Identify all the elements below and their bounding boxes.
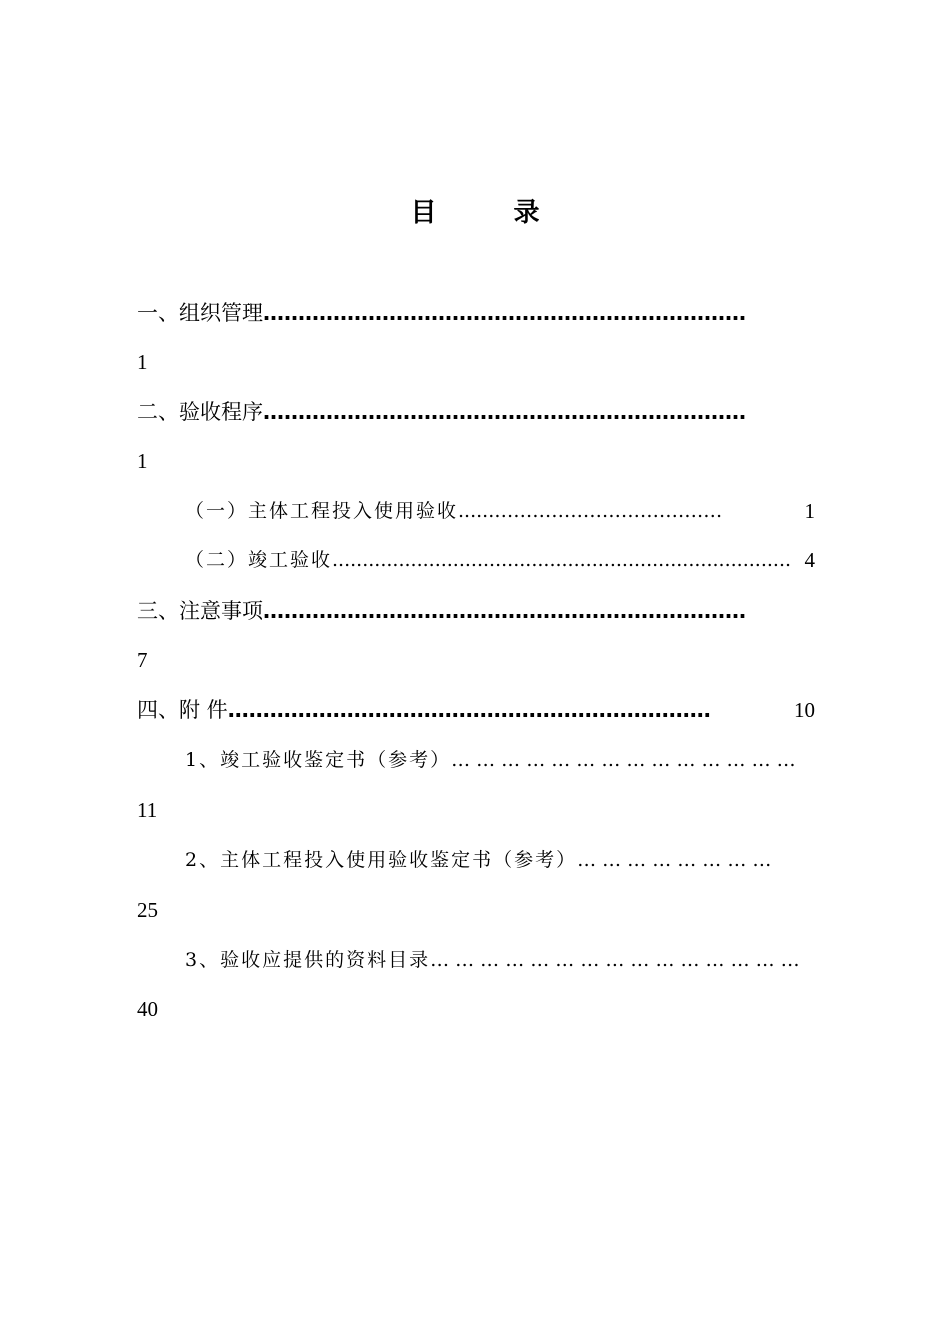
toc-page-number: 7 (137, 648, 148, 672)
toc-leader: ............................................................................ (332, 549, 792, 571)
toc-leader: …………………………………………………………… (263, 599, 746, 623)
toc-leader: ......……………………………… (458, 500, 723, 522)
toc-entry-completion-acceptance[interactable] (185, 545, 815, 575)
toc-entry-label: 2、主体工程投入使用验收鉴定书（参考） (185, 849, 578, 871)
toc-page-number: 1 (137, 350, 148, 374)
toc-page-number: 25 (137, 898, 158, 922)
toc-entry-label: （一）主体工程投入使用验收 (185, 500, 459, 522)
toc-page-number: 1 (804, 499, 815, 523)
toc-entry-organization[interactable] (137, 298, 812, 328)
toc-leader: …………………………………………………………… (263, 301, 746, 325)
toc-entry-notes[interactable] (137, 596, 812, 626)
toc-leader: … … … … … … … … (577, 849, 772, 871)
toc-page-number: 40 (137, 997, 158, 1021)
toc-entry-label: 3、验收应提供的资料目录 (185, 949, 431, 971)
toc-entry-label: 一、组织管理 (137, 301, 263, 325)
toc-leader: … … … … … … … … … … … … … … … (430, 949, 800, 971)
toc-entry-label: 二、验收程序 (137, 400, 263, 424)
toc-entry-label: （二）竣工验收 (185, 549, 333, 571)
toc-leader: …………………………………………………………… (263, 400, 746, 424)
toc-entry-label: 1、竣工验收鉴定书（参考） (185, 749, 452, 771)
toc-leader: …………………………………………………………… (227, 698, 711, 722)
toc-page-number: 10 (794, 698, 815, 722)
toc-entry-attachment-3[interactable] (185, 945, 812, 975)
toc-entry-label: 四、附 件 (137, 698, 228, 722)
toc-leader: … … … … … … … … … … … … … … (451, 749, 796, 771)
toc-entry-attachments[interactable] (137, 695, 815, 725)
toc-entry-label: 三、注意事项 (137, 599, 263, 623)
toc-entry-main-works-acceptance[interactable] (185, 496, 815, 526)
toc-entry-procedure[interactable] (137, 397, 812, 427)
toc-entry-attachment-2[interactable] (185, 845, 812, 875)
toc-page-number: 4 (804, 548, 815, 572)
toc-page-number: 11 (137, 798, 158, 822)
toc-page-number: 1 (137, 449, 148, 473)
toc-title: 目 录 (410, 198, 574, 228)
toc-entry-attachment-1[interactable] (185, 745, 812, 775)
